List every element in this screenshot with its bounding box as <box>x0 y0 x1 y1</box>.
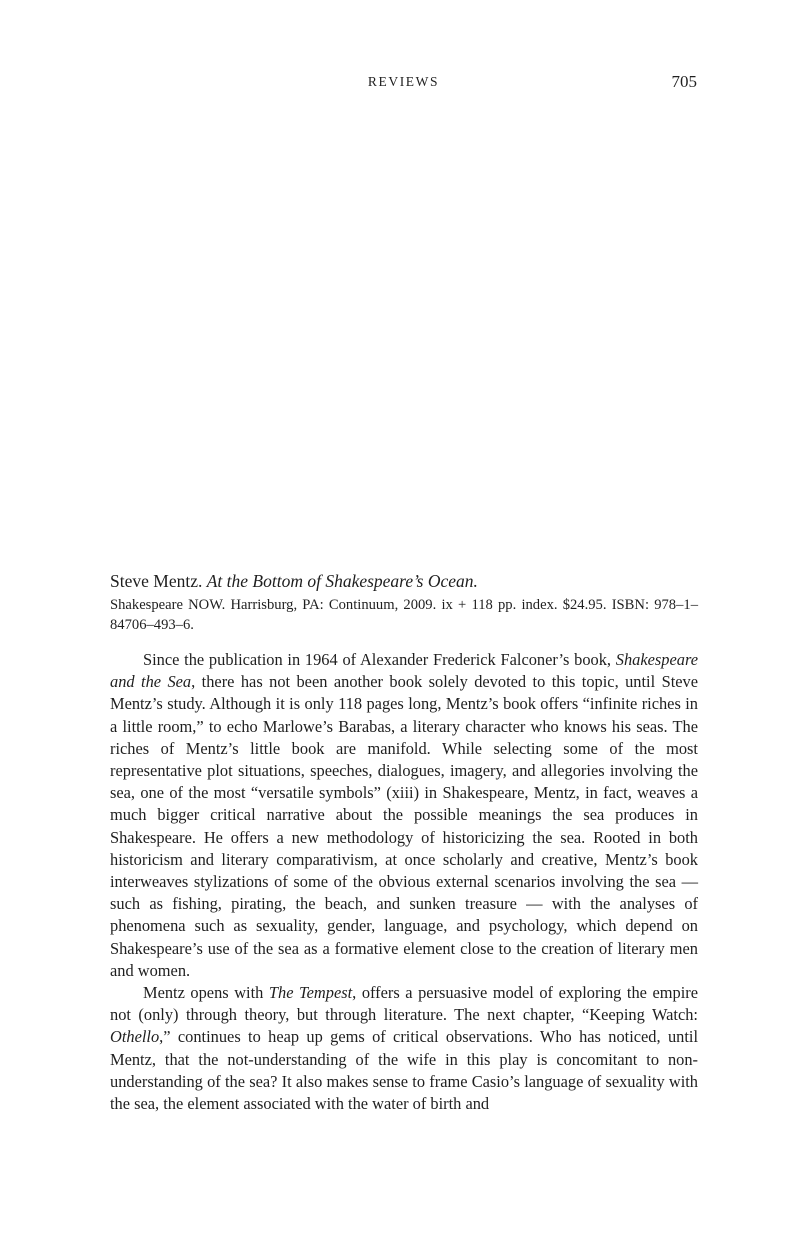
cited-title: Shakespeare and the Sea <box>110 650 698 692</box>
running-title: REVIEWS <box>367 74 440 89</box>
running-head <box>110 74 697 94</box>
review-paragraph <box>110 982 698 1115</box>
paragraph-text: ,” continues to heap up gems of critical observations. Who has noticed, until Mentz, that the not-understanding of the wife in this play is concomitant to non-understanding of the sea? It also makes sense to frame Casio’s language of sexuality with the sea, the element associated with the water of birth and <box>110 1027 698 1114</box>
review-body <box>110 649 698 1115</box>
page-number: 705 <box>671 72 697 91</box>
review-book-title: At the Bottom of Shakespeare’s Ocean. <box>206 571 478 591</box>
review-paragraph <box>110 649 698 982</box>
review <box>110 570 698 1115</box>
paragraph-text: Since the publication in 1964 of Alexander Frederick Falconer’s book, <box>143 650 616 669</box>
paragraph-text: , there has not been another book solely devoted to this topic, until Steve Mentz’s study. Although it is only 118 pages long, Mentz’s book offers “infinite riches in a little room,” to echo Marlowe’s Barabas, a literary character who knows his seas. The riches of Mentz’s little book are manifold. While selecting some of the most representative plot situations, speeches, dialogues, imagery, and allegories involving the sea, one of the most “versatile symbols” (xiii) in Shakespeare, Mentz, in fact, weaves a much bigger critical narrative about the possible meanings the sea produces in Shakespeare. He offers a new methodology of historicizing the sea. Rooted in both historicism and literary comparativism, at once scholarly and creative, Mentz’s book interweaves stylizations of some of the obvious external scenarios involving the sea — such as fishing, pirating, the beach, and sunken treasure — with the analyses of phenomena such as sexuality, gender, language, and psychology, which depend on Shakespeare’s use of the sea as a formative element close to the creation of literary men and women. <box>110 672 698 980</box>
review-author: Steve Mentz. <box>110 571 203 591</box>
publication-details: Shakespeare NOW. Harrisburg, PA: Continuum, 2009. ix + 118 pp. index. $24.95. ISBN: 978–1–84706–493–6. <box>110 597 698 633</box>
paragraph-text: Mentz opens with <box>143 983 269 1003</box>
citation-heading <box>110 570 698 593</box>
cited-title: Othello <box>110 1027 160 1047</box>
paragraph-text: , offers a persuasive model of exploring the empire not (only) through theory, but through literature. The next chapter, “Keeping Watch: <box>110 983 699 1025</box>
cited-title: The Tempest <box>268 983 353 1003</box>
